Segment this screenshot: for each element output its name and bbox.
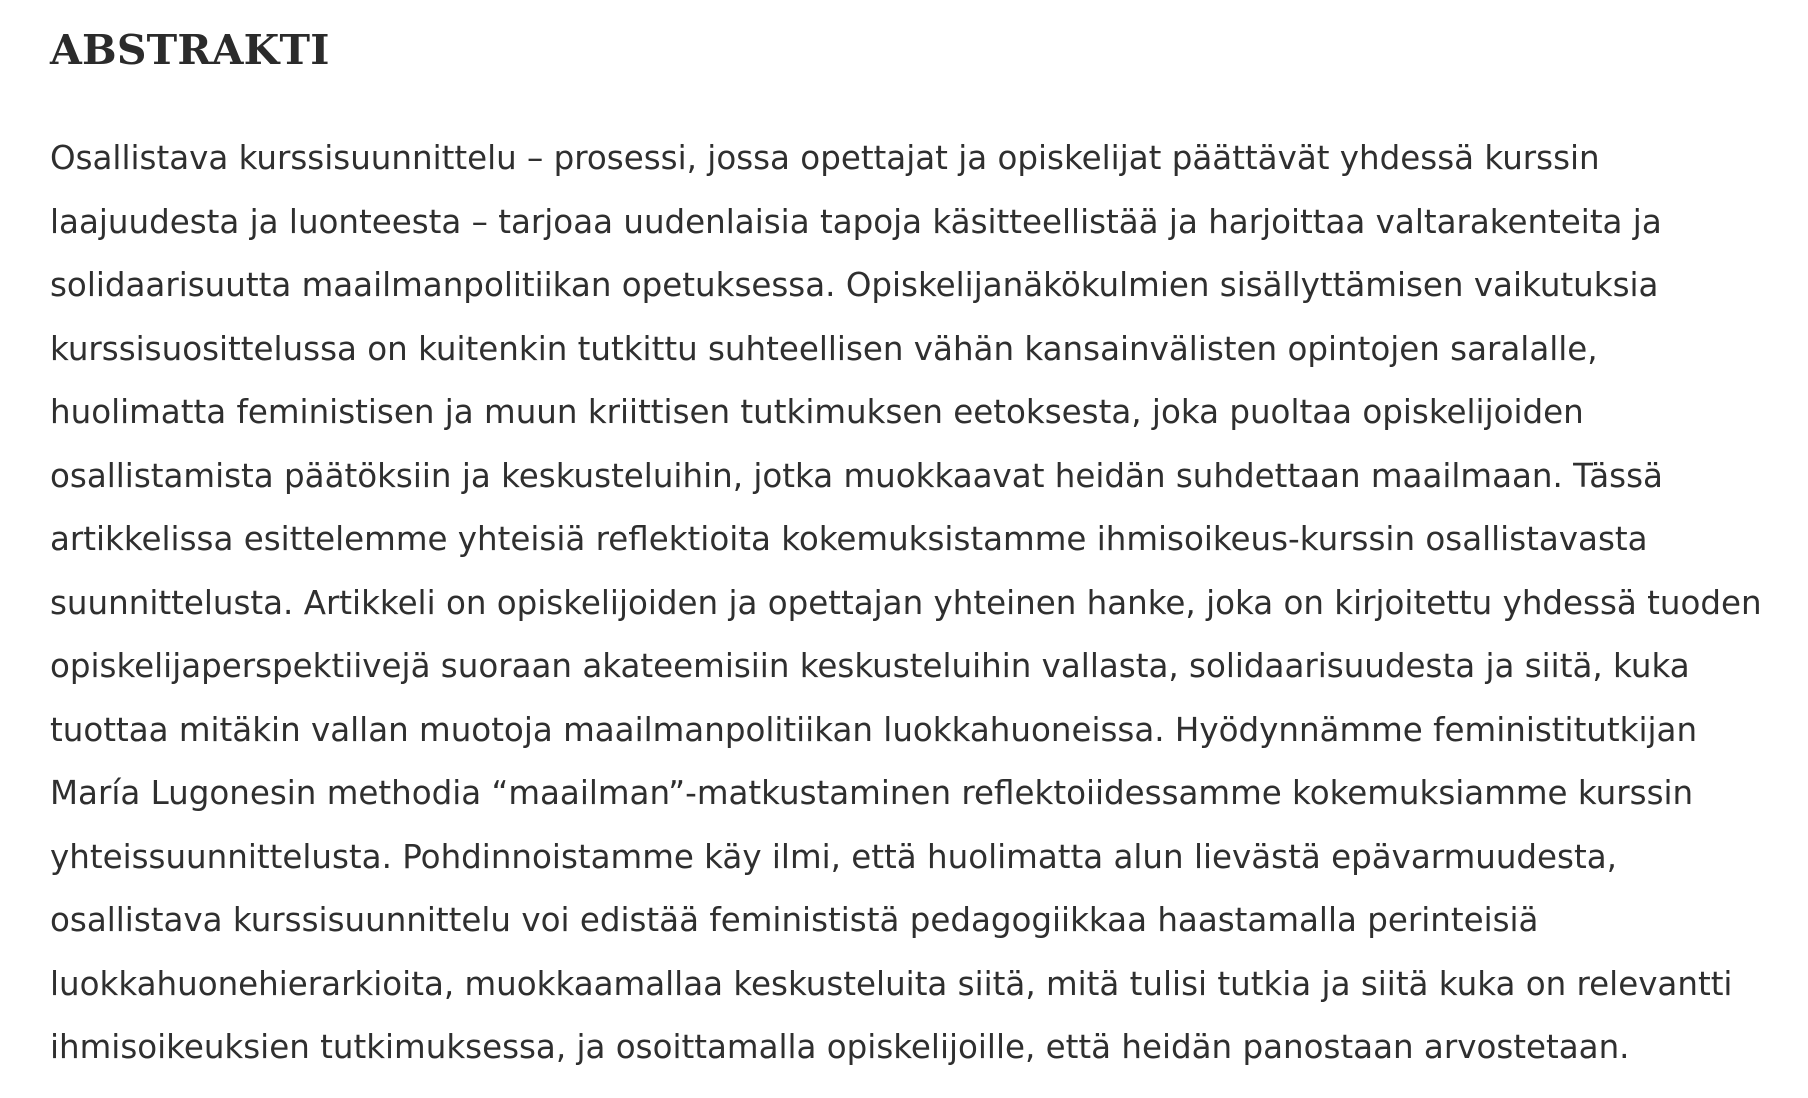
- abstract-section: [50, 20, 1790, 1080]
- abstract-line: ihmisoikeuksien tutkimuksessa, ja osoittamalla opiskelijoille, että heidän panostaan arvostetaan.: [50, 1028, 1630, 1066]
- abstract-body: [50, 127, 1790, 1080]
- abstract-line: Osallistava kurssisuunnittelu – prosessi, jossa opettajat ja opiskelijat päättävät yhdessä kurssin: [50, 139, 1600, 177]
- abstract-line: luokkahuonehierarkioita, muokkaamallaa keskusteluita siitä, mitä tulisi tutkia ja siitä kuka on relevantti: [50, 964, 1733, 1003]
- abstract-line: osallistava kurssisuunnittelu voi edistää feminististä pedagogiikkaa haastamalla perinteisiä: [50, 901, 1539, 939]
- abstract-line: tuottaa mitäkin vallan muotoja maailmanpolitiikan luokkahuoneissa. Hyödynnämme feministitutkijan: [50, 710, 1698, 749]
- abstract-line: suunnittelusta. Artikkeli on opiskelijoiden ja opettajan yhteinen hanke, joka on kirjoitettu yhdessä tuoden: [50, 583, 1762, 622]
- abstract-line: yhteissuunnittelusta. Pohdinnoistamme käy ilmi, että huolimatta alun lievästä epävarmuudesta,: [50, 837, 1617, 876]
- abstract-line: laajuudesta ja luonteesta – tarjoaa uudenlaisia tapoja käsitteellistää ja harjoittaa valtarakenteita ja: [50, 202, 1662, 241]
- abstract-line: osallistamista päätöksiin ja keskusteluihin, jotka muokkaavat heidän suhdettaan maailmaan. Tässä: [50, 456, 1663, 495]
- abstract-line: María Lugonesin methodia “maailman”-matkustaminen reflektoiidessamme kokemuksiamme kurssin: [50, 774, 1694, 812]
- abstract-line: kurssisuosittelussa on kuitenkin tutkittu suhteellisen vähän kansainvälisten opintojen saralalle,: [50, 329, 1598, 368]
- abstract-line: huolimatta feministisen ja muun kriittisen tutkimuksen eetoksesta, joka puoltaa opiskelijoiden: [50, 393, 1584, 431]
- abstract-line: solidaarisuutta maailmanpolitiikan opetuksessa. Opiskelijanäkökulmien sisällyttämisen vaikutuksia: [50, 266, 1659, 304]
- abstract-line: opiskelijaperspektiivejä suoraan akateemisiin keskusteluihin vallasta, solidaarisuudesta ja siitä, kuka: [50, 647, 1690, 685]
- abstract-line: artikkelissa esittelemme yhteisiä reflektioita kokemuksistamme ihmisoikeus-kurssin osallistavasta: [50, 520, 1648, 558]
- abstract-heading: ABSTRAKTI: [50, 26, 330, 74]
